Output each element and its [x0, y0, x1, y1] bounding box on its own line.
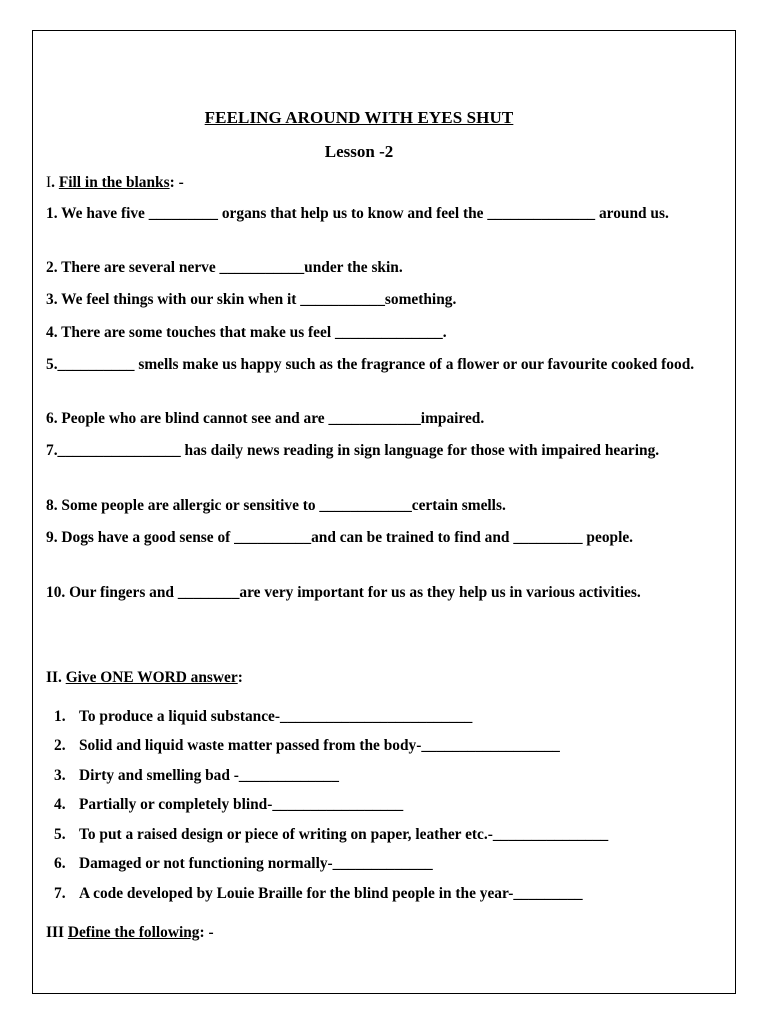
one-word-text: Solid and liquid waste matter passed from the body-__________________ [79, 737, 560, 754]
one-word-number: 2. [54, 737, 66, 754]
one-word-item-5 [54, 824, 608, 846]
one-word-text: Dirty and smelling bad -_____________ [79, 767, 339, 784]
one-word-item-2 [54, 735, 560, 757]
one-word-item-1 [54, 706, 472, 728]
worksheet-title: FEELING AROUND WITH EYES SHUT [204, 108, 514, 127]
section-2-numeral: II. [46, 669, 66, 686]
fill-question-10: 10. Our fingers and ________are very important for us as they help us in various activities. [46, 584, 641, 601]
section-3-suffix: : - [199, 924, 214, 941]
one-word-number: 6. [54, 855, 66, 872]
section-1-dot: . [51, 174, 59, 191]
section-3-title: Define the following [67, 924, 200, 941]
fill-question-3: 3. We feel things with our skin when it ___________something. [46, 291, 457, 308]
one-word-number: 7. [54, 885, 66, 902]
lesson-number: Lesson -2 [324, 142, 394, 161]
section-3-numeral: III [46, 924, 68, 941]
section-1-numeral: I [46, 174, 52, 191]
one-word-text: To produce a liquid substance-_________________________ [79, 708, 473, 725]
one-word-number: 4. [54, 796, 66, 813]
one-word-number: 3. [54, 767, 66, 784]
section-2-title: Give ONE WORD answer [65, 669, 238, 686]
fill-question-9: 9. Dogs have a good sense of __________and can be trained to find and _________ people. [46, 529, 634, 546]
one-word-number: 1. [54, 708, 66, 725]
section-2-suffix: : [237, 669, 243, 686]
fill-question-1: 1. We have five _________ organs that help us to know and feel the ______________ around us. [46, 205, 669, 222]
one-word-item-6 [54, 853, 433, 875]
one-word-text: A code developed by Louie Braille for the blind people in the year-_________ [79, 885, 583, 902]
one-word-text: To put a raised design or piece of writing on paper, leather etc.-_______________ [79, 826, 609, 843]
fill-question-4: 4. There are some touches that make us feel ______________. [46, 324, 447, 341]
one-word-item-4 [54, 794, 403, 816]
one-word-item-7 [54, 883, 583, 905]
fill-question-7: 7.________________ has daily news reading in sign language for those with impaired hearing. [46, 442, 660, 459]
fill-question-2: 2. There are several nerve ___________under the skin. [46, 259, 403, 276]
one-word-text: Damaged or not functioning normally-_____________ [79, 855, 433, 872]
section-1-heading [46, 172, 184, 194]
section-3-heading [46, 922, 214, 944]
section-1-title: Fill in the blanks [58, 174, 170, 191]
fill-question-5: 5.__________ smells make us happy such as the fragrance of a flower or our favourite cooked food. [46, 356, 695, 373]
one-word-number: 5. [54, 826, 66, 843]
section-2-heading [46, 667, 243, 689]
section-1-suffix: : - [169, 174, 184, 191]
one-word-text: Partially or completely blind-_________________ [79, 796, 404, 813]
fill-question-6: 6. People who are blind cannot see and are ____________impaired. [46, 410, 485, 427]
one-word-item-3 [54, 765, 339, 787]
fill-question-8: 8. Some people are allergic or sensitive to ____________certain smells. [46, 497, 506, 514]
